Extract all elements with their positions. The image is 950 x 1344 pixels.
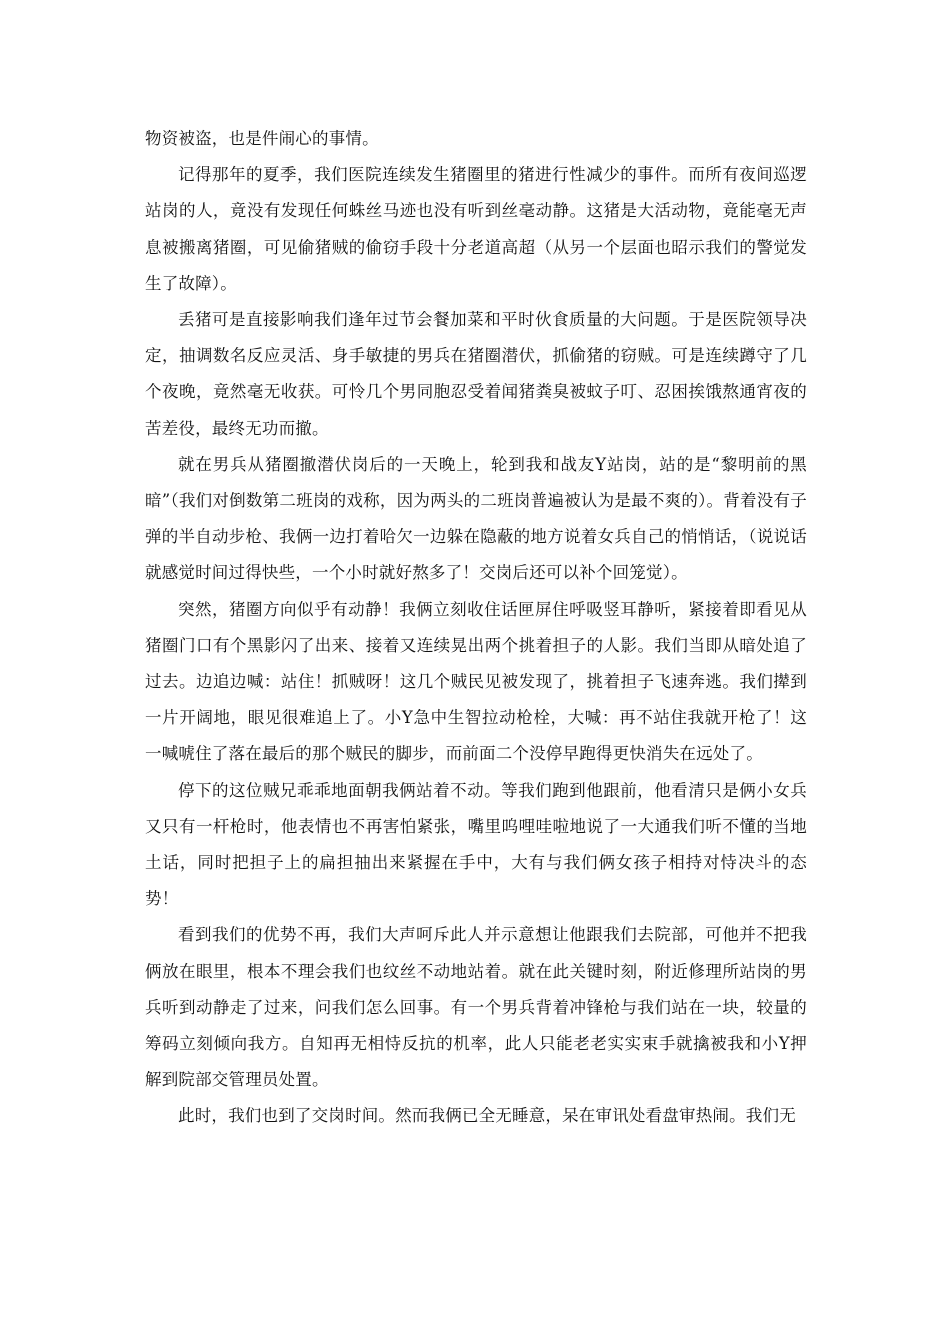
paragraph: 此时，我们也到了交岗时间。然而我俩已全无睡意，呆在审讯处看盘审热闹。我们无 — [178, 1106, 796, 1126]
paragraph: 物资被盗，也是件闹心的事情。 — [145, 129, 379, 148]
paragraph: 丢猪可是直接影响我们逢年过节会餐加菜和平时伙食质量的大问题。于是医院领导决定，抽调数名反应灵活、身手敏捷的男兵在猪圈潜伏，抓偷猪的窃贼。可是连续蹲守了几个夜晚，竟然毫无收获。可怜几个男同胞忍受着闻猪粪臭被蚊子叮、忍困挨饿熬通宵夜的苦差役，最终无功而撤。 — [145, 310, 807, 438]
paragraph: 看到我们的优势不再，我们大声呵斥此人并示意想让他跟我们去院部，可他并不把我俩放在眼里，根本不理会我们也纹丝不动地站着。就在此关键时刻，附近修理所站岗的男兵听到动静走了过来，问我们怎么回事。有一个男兵背着冲锋枪与我们站在一块，较量的筹码立刻倾向我方。自知再无相恃反抗的机率，此人只能老老实实束手就擒被我和小Y押解到院部交管理员处置。 — [145, 925, 807, 1090]
paragraph: 记得那年的夏季，我们医院连续发生猪圈里的猪进行性减少的事件。而所有夜间巡逻站岗的人，竟没有发现任何蛛丝马迹也没有听到丝毫动静。这猪是大活动物，竟能毫无声息被搬离猪圈，可见偷猪贼的偷窃手段十分老道高超（从另一个层面也昭示我们的警觉发生了故障）。 — [145, 165, 807, 293]
paragraph: 停下的这位贼兄乖乖地面朝我俩站着不动。等我们跑到他跟前，他看清只是俩小女兵又只有一杆枪时，他表情也不再害怕紧张，嘴里呜哩哇啦地说了一大通我们听不懂的当地土话，同时把担子上的扁担抽出来紧握在手中，大有与我们俩女孩子相持对恃决斗的态势！ — [145, 780, 807, 909]
paragraph: 突然，猪圈方向似乎有动静！我俩立刻收住话匣屏住呼吸竖耳静听，紧接着即看见从猪圈门口有个黑影闪了出来、接着又连续晃出两个挑着担子的人影。我们当即从暗处追了过去。边追边喊：站住！抓贼呀！这几个贼民见被发现了，挑着担子飞速奔逃。我们撵到一片开阔地，眼见很难追上了。小Y急中生智拉动枪栓，大喊：再不站住我就开枪了！这一喊唬住了落在最后的那个贼民的脚步，而前面二个没停早跑得更快消失在远处了。 — [145, 599, 807, 764]
paragraph: 就在男兵从猪圈撤潜伏岗后的一天晚上，轮到我和战友Y站岗，站的是“黎明前的黑暗”（我们对倒数第二班岗的戏称，因为两头的二班岗普遍被认为是最不爽的）。背着没有子弹的半自动步枪、我俩一边打着哈欠一边躲在隐蔽的地方说着女兵自己的悄悄话，（说说话就感觉时间过得快些，一个小时就好熬多了！交岗后还可以补个回笼觉）。 — [145, 454, 807, 583]
document-body — [145, 121, 807, 1135]
